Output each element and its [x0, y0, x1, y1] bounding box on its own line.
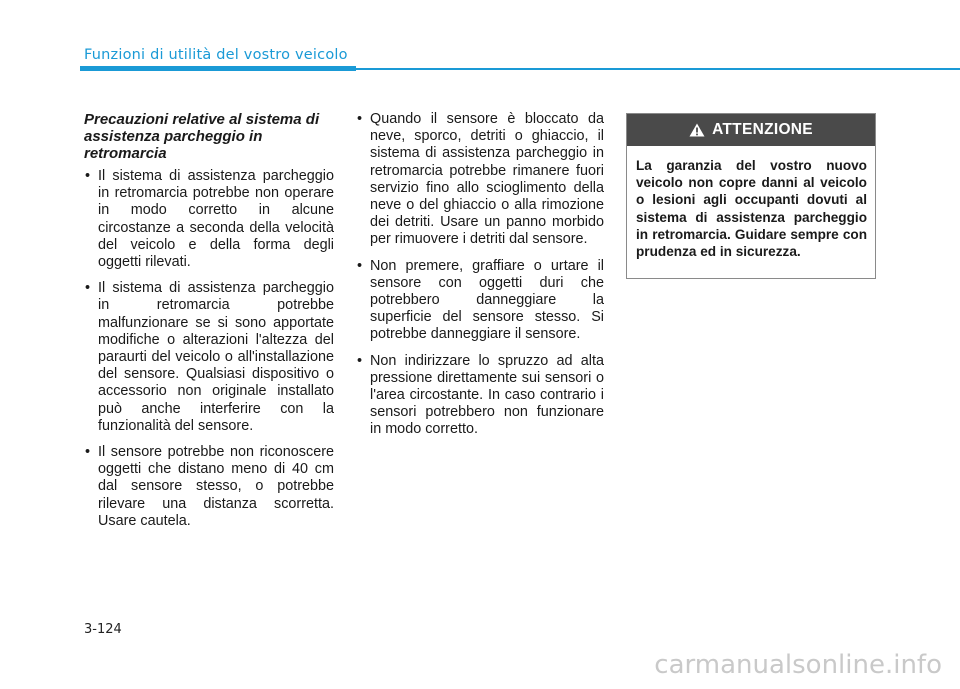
list-item: • Non indirizzare lo spruzzo ad alta pressione direttamente sui sensori o l'area circostante. In caso contrario i sensori potrebbero non funzionare in modo corretto. [356, 353, 604, 439]
section-title: Precauzioni relative al sistema di assistenza parcheggio in retromarcia [84, 111, 320, 162]
warning-label: ATTENZIONE [712, 121, 813, 138]
warning-box [626, 113, 876, 279]
column-left [84, 111, 334, 539]
warning-header [627, 114, 875, 146]
column-middle [356, 111, 604, 448]
list-item: • Quando il sensore è bloccato da neve, sporco, detriti o ghiaccio, il sistema di assistenza parcheggio in retromarcia potrebbe rimanere fuori servizio fino allo scioglimento della neve o del ghiaccio o alla rimozione dei detriti. Usare un panno morbido per rimuovere i detriti dal sensore. [356, 111, 604, 249]
watermark: carmanualsonline.info [654, 650, 942, 680]
header-title: Funzioni di utilità del vostro veicolo [84, 47, 348, 63]
list-item: • Non premere, graffiare o urtare il sensore con oggetti duri che potrebbero danneggiare la superficie del sensore stesso. Si potrebbe danneggiare il sensore. [356, 258, 604, 344]
bullet-list-middle [356, 111, 604, 439]
header-rule-thick [80, 66, 356, 71]
warning-triangle-icon [689, 123, 705, 137]
bullet-list-left [84, 168, 334, 530]
list-item: • Il sistema di assistenza parcheggio in retromarcia potrebbe malfunzionare se si sono apportate modifiche o alterazioni l'altezza del paraurti del veicolo o all'installazione del sensore. Qualsiasi dispositivo o accessorio non originale installato può anche interferire con la funzionalità del sensore. [84, 280, 334, 435]
warning-text: La garanzia del vostro nuovo veicolo non copre danni al veicolo o lesioni agli occupanti dovuti al sistema di assistenza parcheggio in retromarcia. Guidare sempre con prudenza ed in sicurezza. [636, 158, 867, 260]
header-rule-thin [356, 68, 960, 70]
page-number: 3-124 [84, 622, 122, 637]
list-item: • Il sistema di assistenza parcheggio in retromarcia potrebbe non operare in modo corretto in alcune circostanze a seconda della velocità del veicolo e della forma degli oggetti rilevati. [84, 168, 334, 271]
list-item: • Il sensore potrebbe non riconoscere oggetti che distano meno di 40 cm dal sensore stesso, o potrebbe rilevare una distanza scorretta. Usare cautela. [84, 444, 334, 530]
